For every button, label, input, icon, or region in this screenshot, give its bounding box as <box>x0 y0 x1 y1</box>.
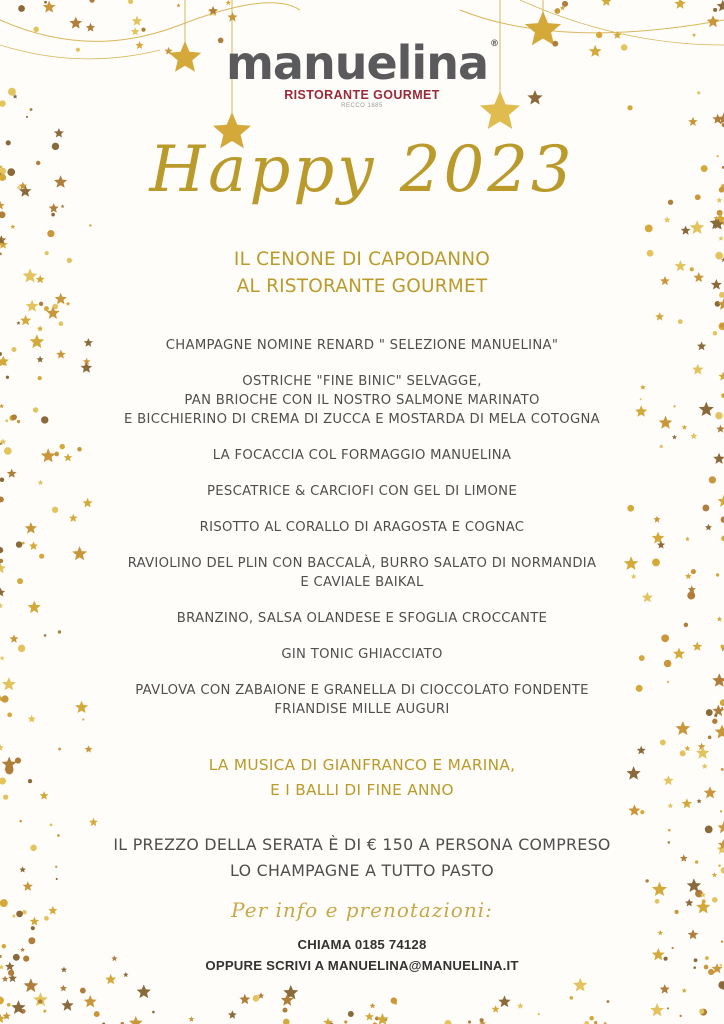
confetti-dot <box>713 8 717 12</box>
menu-course <box>0 372 724 429</box>
confetti-dot <box>444 1020 451 1024</box>
confetti-star <box>24 978 39 992</box>
logo-tagline: RECCO 1885 <box>341 103 383 109</box>
confetti-star <box>370 1003 376 1009</box>
music-line: E I BALLI DI FINE ANNO <box>270 781 454 799</box>
confetti-dot <box>19 820 22 823</box>
confetti-dot <box>720 324 724 328</box>
confetti-star <box>84 995 97 1007</box>
menu-course <box>0 446 724 465</box>
confetti-dot <box>607 1000 610 1003</box>
confetti-dot <box>253 995 260 1002</box>
confetti-star <box>129 1016 143 1024</box>
confetti-dot <box>31 926 35 930</box>
confetti-dot <box>94 1011 100 1017</box>
confetti-star <box>131 27 140 35</box>
confetti-star <box>132 16 143 26</box>
confetti-dot <box>59 321 64 326</box>
confetti-dot <box>80 988 86 994</box>
confetti-star <box>655 312 664 320</box>
confetti-star <box>20 315 31 326</box>
confetti-dot <box>480 1018 484 1022</box>
confetti-dot <box>0 211 5 218</box>
confetti-star <box>628 804 640 815</box>
menu-course <box>0 518 724 537</box>
confetti-star <box>283 985 298 999</box>
registered-mark: ® <box>490 39 498 49</box>
confetti-star <box>684 745 690 751</box>
confetti-dot <box>645 224 653 232</box>
confetti-star <box>61 999 73 1011</box>
confetti-dot <box>58 748 61 751</box>
confetti-star <box>517 1003 523 1009</box>
confetti-star <box>16 321 20 325</box>
music-note <box>0 753 724 803</box>
confetti-dot <box>640 810 644 814</box>
confetti-star <box>89 818 98 826</box>
confetti-star <box>176 3 180 7</box>
confetti-star <box>228 1010 237 1018</box>
menu-course <box>0 681 724 719</box>
confetti-star <box>690 220 704 234</box>
confetti-dot <box>554 8 560 14</box>
menu-line: BRANZINO, SALSA OLANDESE E SFOGLIA CROCCANTE <box>176 611 548 626</box>
confetti-star <box>692 33 696 37</box>
confetti-dot <box>18 5 25 12</box>
confetti-dot <box>2 238 4 240</box>
confetti-dot <box>718 981 724 989</box>
confetti-star <box>26 300 39 312</box>
confetti-star <box>718 236 723 241</box>
menu-line: PESCATRICE & CARCIOFI CON GEL DI LIMONE <box>207 484 517 499</box>
logo-wordmark: manuelina <box>226 36 488 90</box>
confetti-dot <box>44 1 47 4</box>
confetti-dot <box>589 1016 594 1021</box>
headline-line: AL RISTORANTE GOURMET <box>236 276 488 297</box>
confetti-dot <box>348 1011 354 1017</box>
confetti-star <box>0 744 4 751</box>
menu-line: PAVLOVA CON ZABAIONE E GRANELLA DI CIOCCOLATO FONDENTE <box>135 683 589 698</box>
menu-line: E BICCHIERINO DI CREMA DI ZUCCA E MOSTARDA DI MELA COTOGNA <box>124 412 600 427</box>
info-heading: Per info e prenotazioni: <box>231 898 493 922</box>
confetti-dot <box>33 26 39 32</box>
confetti-star <box>66 301 71 306</box>
headline-line: IL CENONE DI CAPODANNO <box>233 249 491 270</box>
phone-link[interactable]: CHIAMA 0185 74128 <box>297 937 427 952</box>
confetti-dot <box>26 116 28 118</box>
menu-course <box>0 609 724 628</box>
confetti-dot <box>152 1011 155 1014</box>
confetti-star <box>86 23 95 32</box>
greeting-title: Happy 2023 <box>149 133 575 207</box>
confetti-star <box>137 985 151 999</box>
menu-line: FRIANDISE MILLE AUGURI <box>274 702 450 717</box>
confetti-dot <box>596 32 602 38</box>
confetti-star <box>85 745 93 752</box>
price-info <box>0 832 724 884</box>
price-line: IL PREZZO DELLA SERATA È DI € 150 A PERSONA COMPRESO <box>113 835 611 854</box>
confetti-star <box>33 992 48 1006</box>
confetti-star <box>573 978 587 992</box>
confetti-star <box>226 0 232 5</box>
menu-line: RAVIOLINO DEL PLIN CON BACCALÀ, BURRO SALATO DI NORMANDIA <box>127 556 597 571</box>
menu-course <box>0 554 724 592</box>
confetti-dot <box>7 1003 11 1007</box>
confetti-star <box>498 995 510 1007</box>
confetti-star <box>688 117 697 126</box>
confetti-dot <box>38 999 42 1003</box>
confetti-dot <box>660 740 666 746</box>
confetti-star <box>681 226 691 235</box>
confetti-star <box>3 1012 11 1020</box>
confetti-dot <box>720 810 722 812</box>
confetti-dot <box>50 823 53 826</box>
menu-line: OSTRICHE "FINE BINIC" SELVAGGE, <box>242 374 482 389</box>
confetti-dot <box>282 1008 287 1013</box>
price-line: LO CHAMPAGNE A TUTTO PASTO <box>230 861 494 880</box>
confetti-dot <box>89 224 91 226</box>
confetti-star <box>664 216 671 222</box>
confetti-dot <box>708 736 712 740</box>
menu-line: E CAVIALE BAIKAL <box>300 575 424 590</box>
confetti-star <box>2 976 9 982</box>
confetti-star <box>675 0 686 9</box>
confetti-star <box>10 224 15 229</box>
confetti-dot <box>51 213 55 217</box>
confetti-dot <box>678 319 683 324</box>
confetti-star <box>492 1005 500 1012</box>
confetti-dot <box>89 0 94 3</box>
confetti-dot <box>44 306 49 311</box>
menu-list <box>0 336 724 736</box>
confetti-star <box>239 994 250 1004</box>
headline <box>0 246 724 300</box>
confetti-dot <box>0 997 4 1005</box>
confetti-star <box>60 985 67 992</box>
menu-line: LA FOCACCIA COL FORMAGGIO MANUELINA <box>212 448 512 463</box>
confetti-star <box>37 325 43 331</box>
confetti-star <box>650 1003 664 1016</box>
confetti-star <box>717 0 724 11</box>
menu-line: PAN BRIOCHE CON IL NOSTRO SALMONE MARINATO <box>184 393 540 408</box>
confetti-dot <box>344 1020 347 1023</box>
music-line: LA MUSICA DI GIANFRANCO E MARINA, <box>208 756 516 774</box>
confetti-dot <box>43 1010 46 1013</box>
confetti-star <box>668 803 674 808</box>
confetti-dot <box>699 1009 704 1014</box>
confetti-dot <box>468 1021 471 1024</box>
confetti-dot <box>141 28 145 32</box>
menu-line: CHAMPAGNE NOMINE RENARD " SELEZIONE MANUELINA" <box>165 338 559 353</box>
confetti-star <box>376 1013 388 1024</box>
menu-course <box>0 645 724 664</box>
confetti-dot <box>680 1015 682 1017</box>
confetti-star <box>189 1016 195 1022</box>
confetti-dot <box>667 1007 669 1009</box>
contact-block <box>0 934 724 976</box>
confetti-dot <box>713 331 717 335</box>
logo-subtitle: RISTORANTE GOURMET <box>284 88 440 102</box>
email-link[interactable]: OPPURE SCRIVI A MANUELINA@MANUELINA.IT <box>205 958 519 973</box>
menu-line: GIN TONIC GHIACCIATO <box>281 647 443 662</box>
confetti-dot <box>128 0 133 4</box>
confetti-dot <box>570 996 574 1000</box>
confetti-dot <box>39 302 43 306</box>
confetti-dot <box>538 1013 540 1015</box>
menu-line: RISOTTO AL CORALLO DI ARAGOSTA E COGNAC <box>199 520 525 535</box>
menu-course <box>0 336 724 355</box>
menu-course <box>0 482 724 501</box>
confetti-star <box>601 0 612 6</box>
confetti-star <box>707 15 720 27</box>
logo <box>0 36 724 90</box>
confetti-dot <box>391 997 397 1003</box>
confetti-dot <box>283 1019 290 1024</box>
confetti-star <box>660 984 670 994</box>
confetti-star <box>365 1012 374 1020</box>
confetti-star <box>682 988 687 993</box>
confetti-dot <box>47 230 54 237</box>
confetti-star <box>70 17 83 29</box>
